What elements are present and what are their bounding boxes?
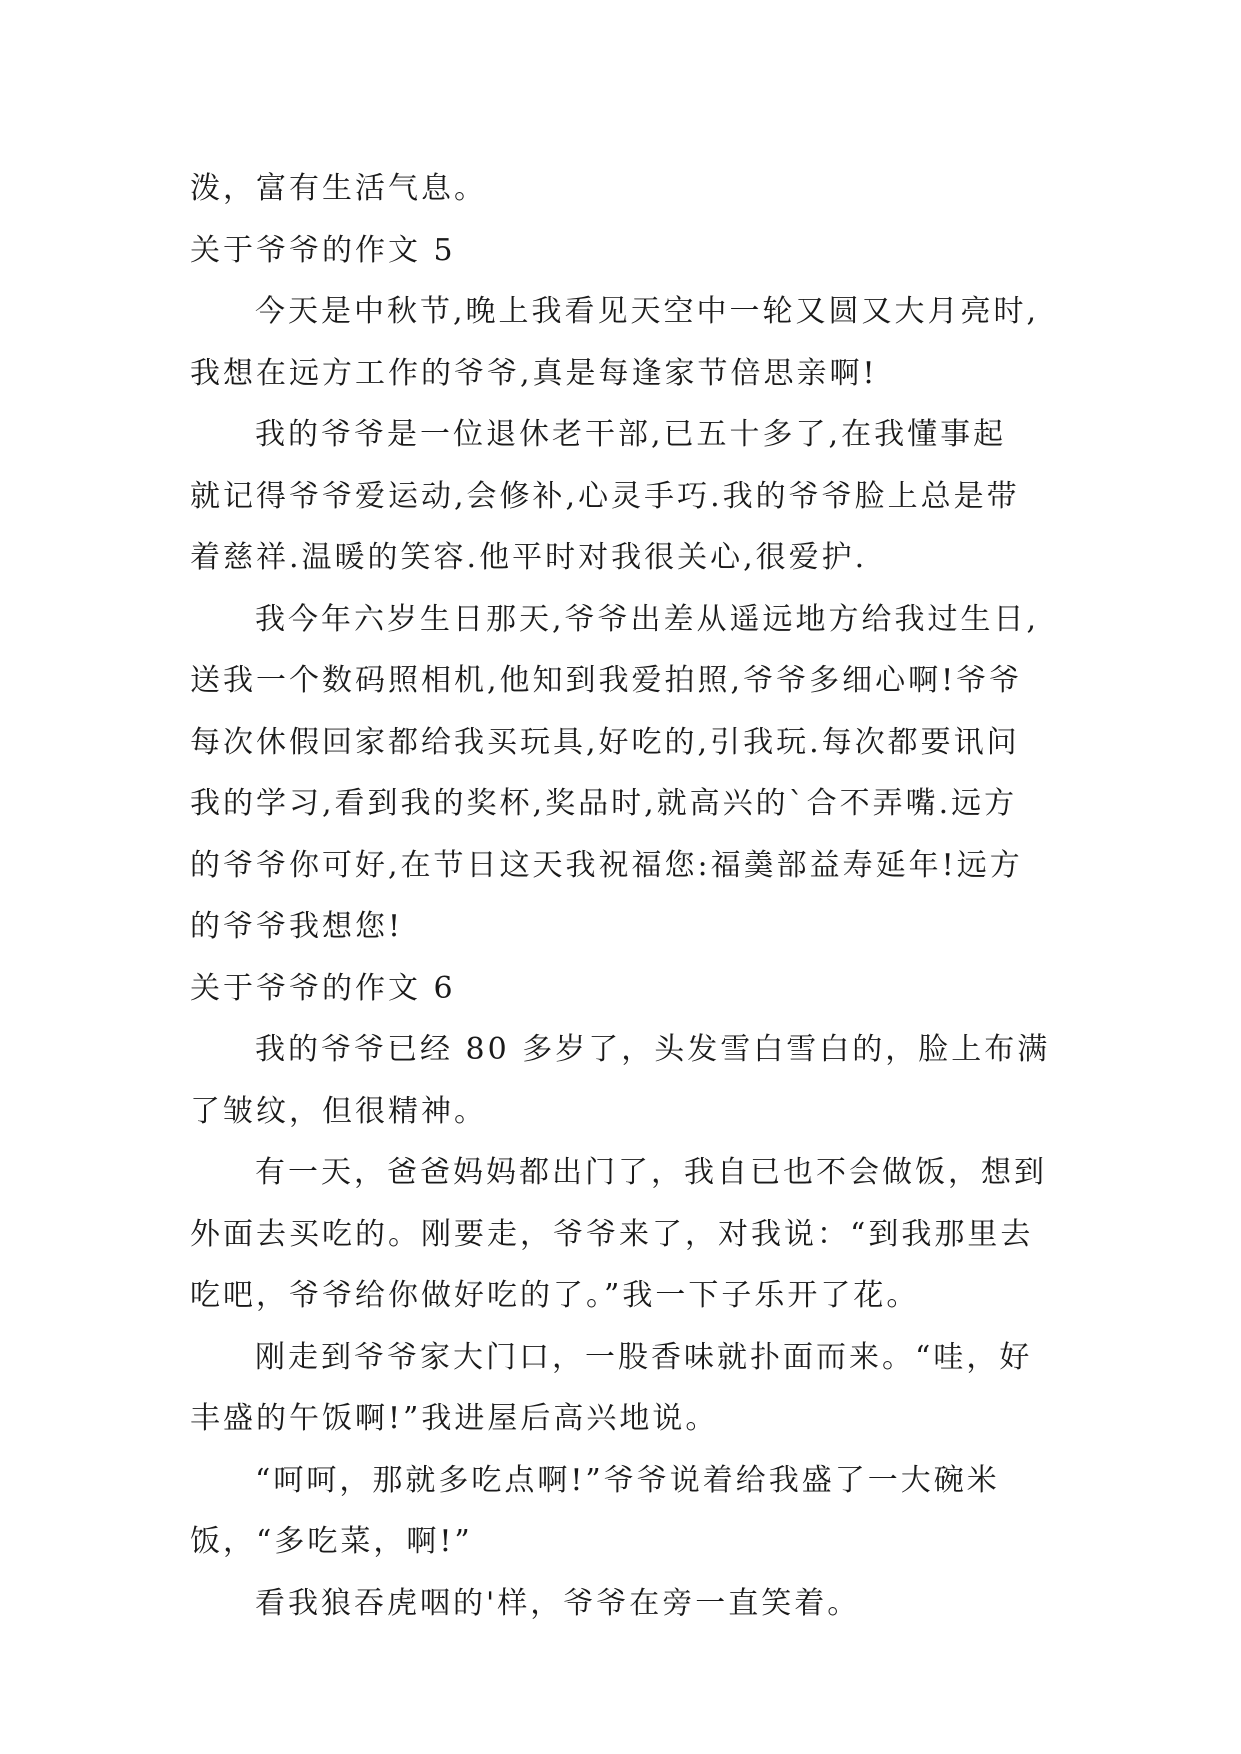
paragraph-line: 我的爷爷已经 80 多岁了，头发雪白雪白的，脸上布满 [255,1032,1051,1067]
paragraph-line: 就记得爷爷爱运动,会修补,心灵手巧.我的爷爷脸上总是带 [190,478,1020,514]
paragraph-line: 着慈祥.温暖的笑容.他平时对我很关心,很爱护. [190,540,868,575]
paragraph-line: 送我一个数码照相机,他知到我爱拍照,爷爷多细心啊!爷爷 [190,663,1023,698]
paragraph-line: 我想在远方工作的爷爷,真是每逢家节倍思亲啊! [190,355,878,391]
paragraph-line: 每次休假回家都给我买玩具,好吃的,引我玩.每次都要讯问 [190,724,1020,760]
paragraph-line: 刚走到爷爷家大门口，一股香味就扑面而来。“哇，好 [255,1339,1033,1375]
section-heading-6: 关于爷爷的作文 6 [190,970,456,1006]
document-body [190,158,1060,1634]
paragraph-line: 的爷爷我想您! [190,909,404,944]
paragraph-line: 外面去买吃的。刚要走，爷爷来了，对我说：“到我那里去 [190,1216,1034,1252]
paragraph-line: 有一天，爸爸妈妈都出门了，我自已也不会做饭，想到 [255,1155,1047,1190]
paragraph-line: 看我狼吞虎咽的'样，爷爷在旁一直笑着。 [255,1585,861,1621]
paragraph-line: 了皱纹，但很精神。 [190,1093,487,1129]
paragraph-line: “呵呵，那就多吃点啊!”爷爷说着给我盛了一大碗米 [255,1462,1000,1498]
paragraph-line: 饭，“多吃菜，啊!” [190,1524,473,1559]
paragraph-line: 的爷爷你可好,在节日这天我祝福您:福羮部益寿延年!远方 [190,847,1023,883]
paragraph-line: 我的学习,看到我的奖杯,奖品时,就高兴的`合不弄嘴.远方 [190,786,1018,821]
paragraph-line: 吃吧，爷爷给你做好吃的了。”我一下子乐开了花。 [190,1278,920,1313]
paragraph-line: 我的爷爷是一位退休老干部,已五十多了,在我懂事起 [255,417,1007,452]
section-heading-5: 关于爷爷的作文 5 [190,232,456,268]
paragraph-line: 泼，富有生活气息。 [190,171,487,206]
paragraph-line: 今天是中秋节,晚上我看见天空中一轮又圆又大月亮时, [255,294,1040,329]
paragraph-line: 丰盛的午饭啊!”我进屋后高兴地说。 [190,1401,719,1436]
paragraph-line: 我今年六岁生日那天,爷爷出差从遥远地方给我过生日, [255,601,1040,637]
